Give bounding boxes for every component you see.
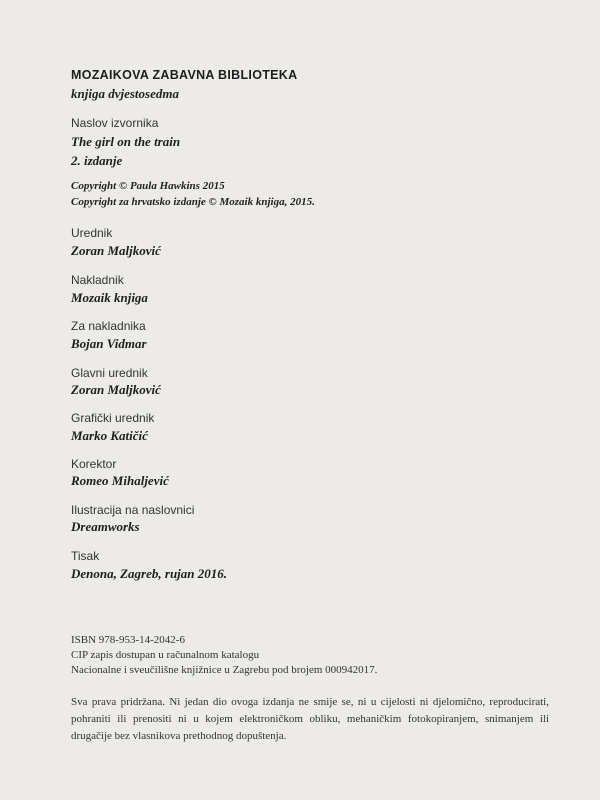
edition: 2. izdanje	[71, 153, 123, 168]
credit-label-editor: Urednik	[71, 226, 113, 240]
original-title-label: Naslov izvornika	[71, 116, 159, 130]
credit-value-chief-editor: Zoran Maljković	[71, 382, 161, 397]
credit-label-for-publisher: Za nakladnika	[71, 319, 146, 333]
series-subtitle: knjiga dvjestosedma	[71, 86, 179, 101]
credit-label-proofreader: Korektor	[71, 457, 117, 471]
credit-label-graphic-editor: Grafički urednik	[71, 411, 155, 425]
credit-label-chief-editor: Glavni urednik	[71, 366, 148, 380]
cip-line-2: CIP zapis dostupan u računalnom katalogu	[71, 649, 260, 661]
credit-value-proofreader: Romeo Mihaljević	[71, 473, 169, 488]
credit-value-graphic-editor: Marko Katičić	[71, 428, 148, 443]
credit-value-for-publisher: Bojan Vidmar	[71, 336, 147, 351]
credit-value-printing: Denona, Zagreb, rujan 2016.	[71, 566, 228, 581]
credit-value-publisher: Mozaik knjiga	[71, 290, 148, 305]
credit-value-cover-illustration: Dreamworks	[71, 519, 140, 534]
copyright-line-1: Copyright © Paula Hawkins 2015	[71, 180, 225, 192]
cip-line-3: Nacionalne i sveučilišne knjižnice u Zagrebu pod brojem 000942017.	[71, 664, 378, 676]
series-title: MOZAIKOVA ZABAVNA BIBLIOTEKA	[71, 68, 298, 82]
credit-value-editor: Zoran Maljković	[71, 243, 161, 258]
credit-label-printing: Tisak	[71, 549, 100, 563]
copyright-line-2: Copyright za hrvatsko izdanje © Mozaik knjiga, 2015.	[71, 196, 315, 208]
credit-label-cover-illustration: Ilustracija na naslovnici	[71, 503, 195, 517]
rights-notice: Sva prava pridržana. Ni jedan dio ovoga izdanja ne smije se, ni u cijelosti ni djelomično, reproducirati, pohraniti ili prenositi ni u kojem elektroničkom obliku, mehaničkim fotokopiranjem, snimanjem ili drugačije bez vlasnikova prethodnog dopuštenja.	[71, 696, 549, 742]
credit-label-publisher: Nakladnik	[71, 273, 124, 287]
isbn: ISBN 978-953-14-2042-6	[71, 634, 185, 646]
original-title: The girl on the train	[71, 134, 181, 149]
